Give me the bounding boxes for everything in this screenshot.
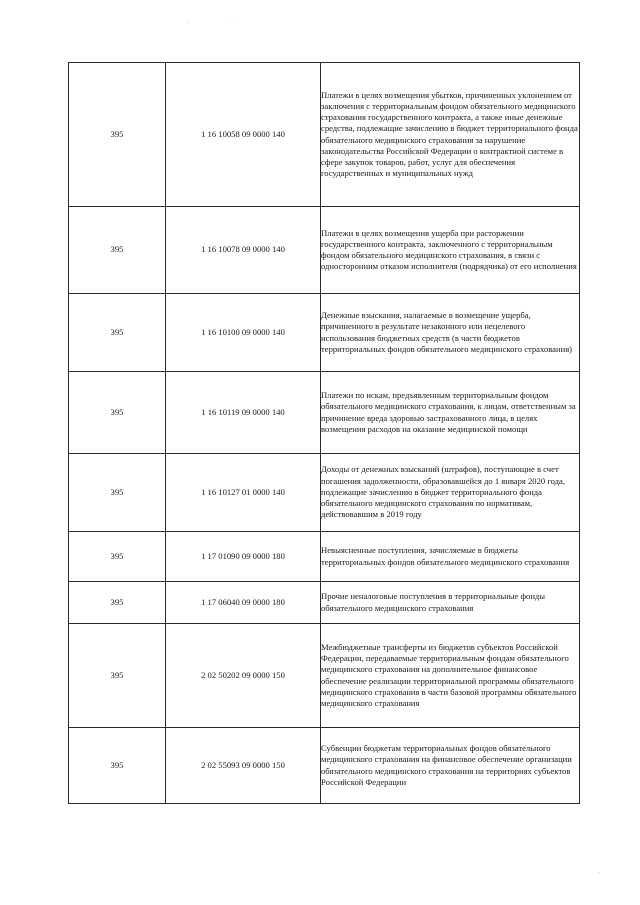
table-row [69, 728, 580, 804]
revenue-name-cell: Невыясненные поступления, зачисляемые в бюджеты территориальных фондов обязательного медицинского страхования [321, 532, 580, 582]
budget-code-cell: 1 16 10127 01 0000 140 [166, 454, 321, 532]
table-row [69, 63, 580, 207]
budget-code-cell: 1 17 01090 09 0000 180 [166, 532, 321, 582]
revenue-name-cell: Субвенции бюджетам территориальных фондов обязательного медицинского страхования на финансовое обеспечение организации обязательного медицинского страхования на территориях субъектов Российской Федерации [321, 728, 580, 804]
revenue-name-cell: Доходы от денежных взысканий (штрафов), поступающие в счет погашения задолженности, образовавшейся до 1 января 2020 года, подлежащие зачислению в бюджет территориального фонда обязательного медицинского страхования по нормативам, действовавшим в 2019 году [321, 454, 580, 532]
table-row [69, 532, 580, 582]
revenue-name-cell: Денежные взыскания, налагаемые в возмещение ущерба, причиненного в результате незаконного или нецелевого использования бюджетных средств (в части бюджетов территориальных фондов обязательного медицинского страхования) [321, 294, 580, 372]
table-row [69, 624, 580, 728]
admin-code-cell: 395 [69, 294, 166, 372]
revenue-name-cell: Платежи в целях возмещения ущерба при расторжении государственного контракта, заключенного с территориальным фондом обязательного медицинского страхования, в связи с односторонним отказом исполнителя (подрядчика) от его исполнения [321, 207, 580, 294]
admin-code-cell: 395 [69, 372, 166, 454]
table-row [69, 294, 580, 372]
revenue-name-cell: Межбюджетные трансферты из бюджетов субъектов Российской Федерации, передаваемые территориальным фондам обязательного медицинского страхования на дополнительное финансовое обеспечение реализации территориальной программы обязательного медицинского страхования в части базовой программы обязательного медицинского страхования [321, 624, 580, 728]
budget-revenue-table [68, 62, 580, 804]
table-row [69, 207, 580, 294]
table-row [69, 372, 580, 454]
admin-code-cell: 395 [69, 728, 166, 804]
budget-code-cell: 1 17 06040 09 0000 180 [166, 582, 321, 624]
scan-artifact: · [598, 870, 600, 877]
table-row [69, 582, 580, 624]
budget-code-cell: 2 02 55093 09 0000 150 [166, 728, 321, 804]
budget-code-cell: 1 16 10100 09 0000 140 [166, 294, 321, 372]
admin-code-cell: 395 [69, 624, 166, 728]
budget-code-cell: 1 16 10058 09 0000 140 [166, 63, 321, 207]
budget-code-cell: 2 02 50202 09 0000 150 [166, 624, 321, 728]
scan-artifact: · [188, 20, 190, 27]
admin-code-cell: 395 [69, 532, 166, 582]
admin-code-cell: 395 [69, 207, 166, 294]
revenue-name-cell: Платежи по искам, предъявленным территориальным фондом обязательного медицинского страхования, к лицам, ответственным за причинение вреда здоровью застрахованного лица, в целях возмещения расходов на оказание медицинской помощи [321, 372, 580, 454]
budget-code-cell: 1 16 10119 09 0000 140 [166, 372, 321, 454]
revenue-name-cell: Платежи в целях возмещения убытков, причиненных уклонением от заключения с территориальным фондом обязательного медицинского страхования государственного контракта, а также иные денежные средства, подлежащие зачислению в бюджет территориального фонда обязательного медицинского страхования за нарушение законодательства Российской Федерации о контрактной системе в сфере закупок товаров, работ, услуг для обеспечения государственных и муниципальных нужд [321, 63, 580, 207]
table-row [69, 454, 580, 532]
admin-code-cell: 395 [69, 582, 166, 624]
revenue-name-cell: Прочие неналоговые поступления в территориальные фонды обязательного медицинского страхования [321, 582, 580, 624]
scan-artifact: · [231, 20, 233, 27]
budget-code-cell: 1 16 10078 09 0000 140 [166, 207, 321, 294]
admin-code-cell: 395 [69, 63, 166, 207]
admin-code-cell: 395 [69, 454, 166, 532]
